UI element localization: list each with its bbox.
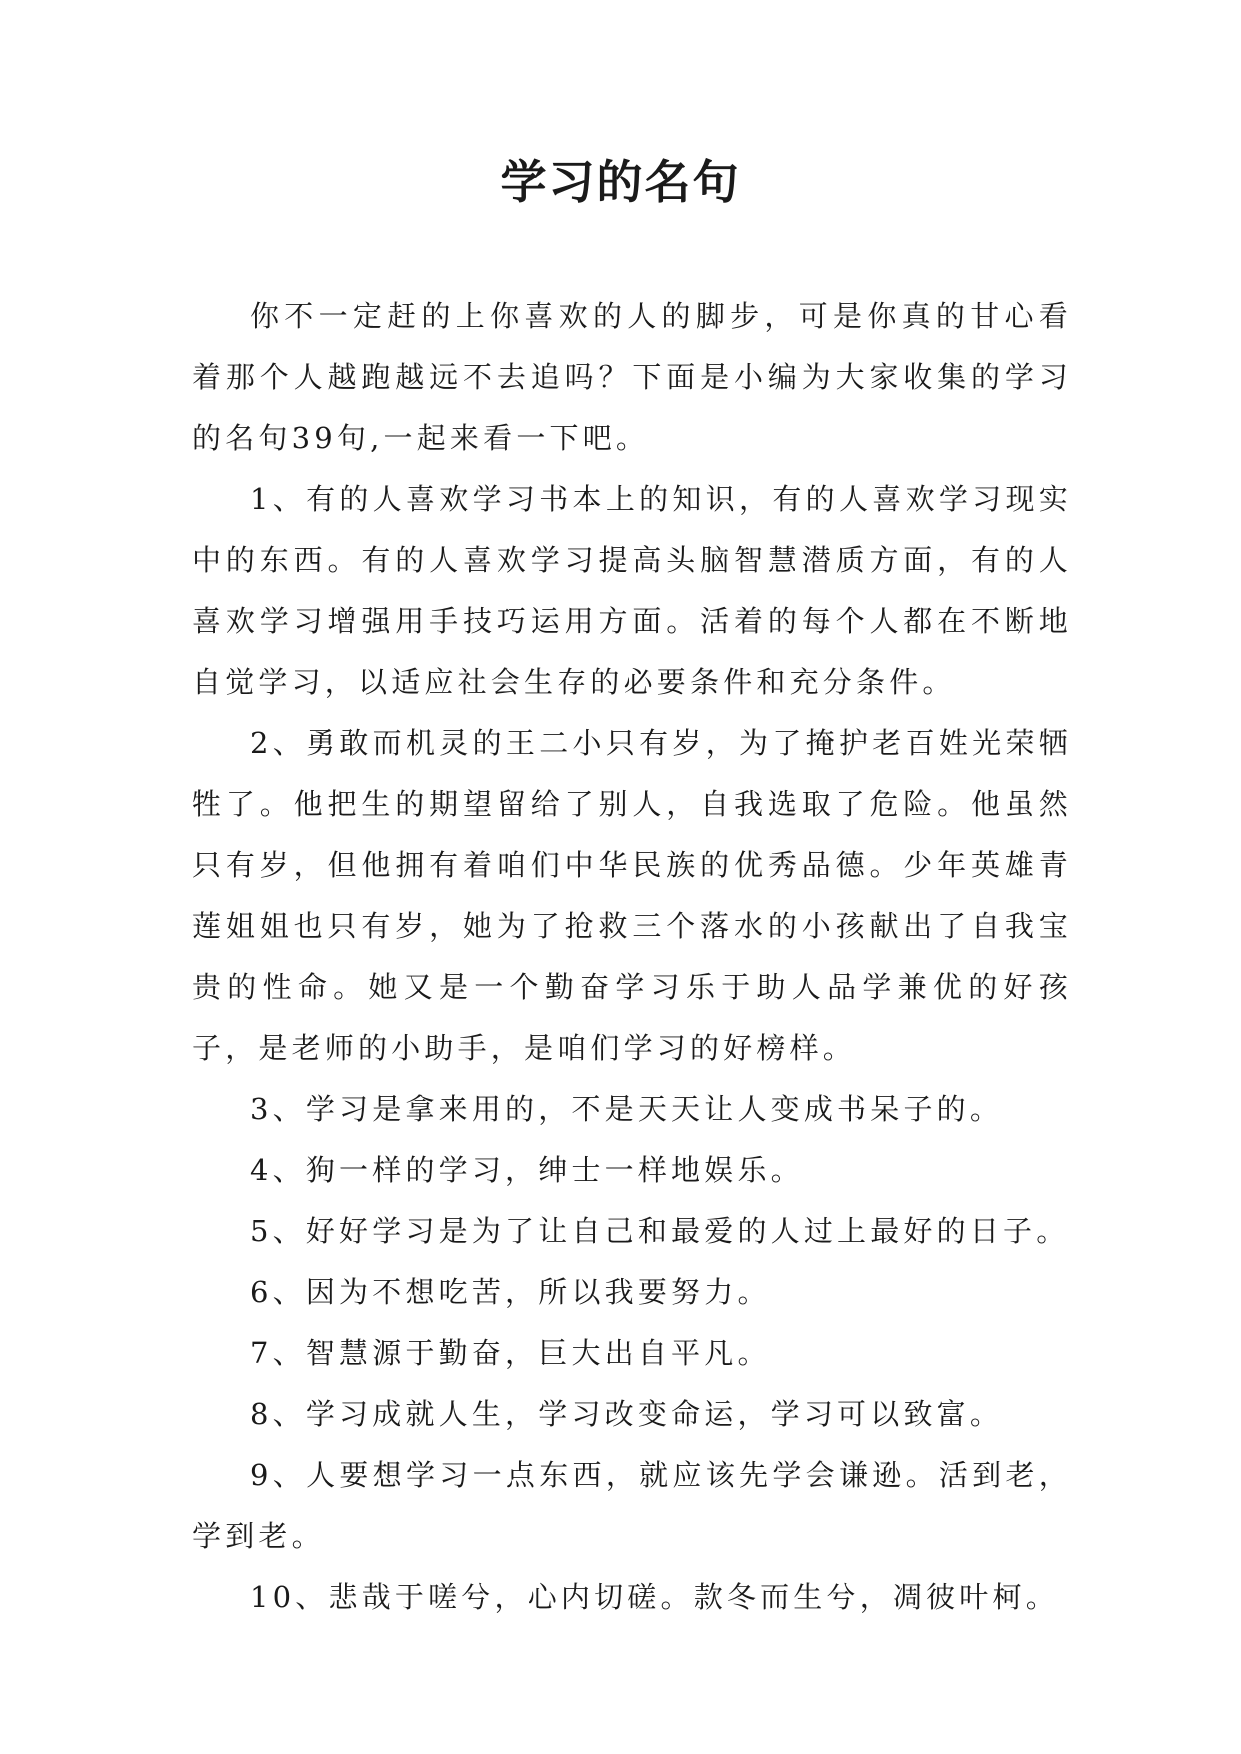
quote-paragraph-6: 6、因为不想吃苦，所以我要努力。	[250, 1275, 771, 1309]
quote-paragraph-3: 3、学习是拿来用的，不是天天让人变成书呆子的。	[250, 1092, 1004, 1126]
document-body	[192, 286, 1072, 1628]
quote-paragraph-9: 9、人要想学习一点东西，就应该先学会谦逊。活到老，学到老。	[192, 1458, 1072, 1553]
quote-paragraph-2: 2、勇敢而机灵的王二小只有岁，为了掩护老百姓光荣牺牲了。他把生的期望留给了别人，自我选取了危险。他虽然只有岁，但他拥有着咱们中华民族的优秀品德。少年英雄青莲姐姐也只有岁，她为了抢救三个落水的小孩献出了自我宝贵的性命。她又是一个勤奋学习乐于助人品学兼优的好孩子，是老师的小助手，是咱们学习的好榜样。	[192, 726, 1072, 1065]
quote-paragraph-7: 7、智慧源于勤奋，巨大出自平凡。	[250, 1336, 771, 1370]
quote-paragraph-10: 10、悲哉于嗟兮，心内切磋。款冬而生兮，凋彼叶柯。	[250, 1580, 1059, 1614]
document-title: 学习的名句	[500, 155, 741, 209]
quote-paragraph-8: 8、学习成就人生，学习改变命运，学习可以致富。	[250, 1397, 1004, 1431]
intro-paragraph: 你不一定赶的上你喜欢的人的脚步，可是你真的甘心看着那个人越跑越远不去追吗？下面是小编为大家收集的学习的名句39句,一起来看一下吧。	[192, 299, 1072, 455]
quote-paragraph-1: 1、有的人喜欢学习书本上的知识，有的人喜欢学习现实中的东西。有的人喜欢学习提高头脑智慧潜质方面，有的人喜欢学习增强用手技巧运用方面。活着的每个人都在不断地自觉学习，以适应社会生存的必要条件和充分条件。	[192, 482, 1072, 699]
quote-paragraph-5: 5、好好学习是为了让自己和最爱的人过上最好的日子。	[250, 1214, 1070, 1248]
quote-paragraph-4: 4、狗一样的学习，绅士一样地娱乐。	[250, 1153, 804, 1187]
